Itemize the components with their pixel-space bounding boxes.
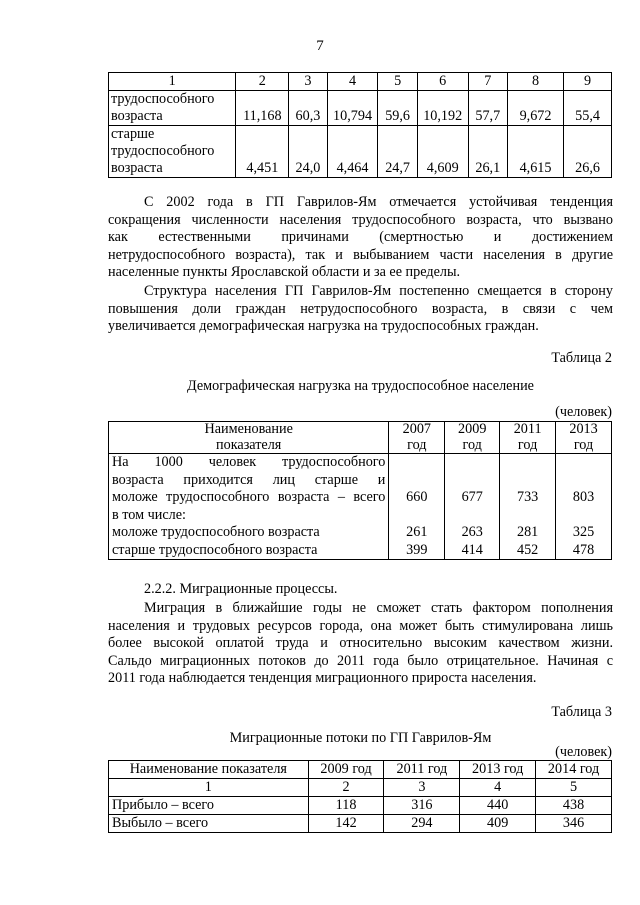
label-line: возраста [111,108,163,124]
table-2-year-column [389,454,445,560]
table-cell: 26,6 [564,126,612,178]
label-line: На 1000 человек трудоспособного [112,454,386,470]
year-suffix: год [407,436,427,453]
table-cell: 57,7 [468,91,507,126]
table-3-number-cell: 3 [384,779,460,797]
table-3-row-label: Выбыло – всего [109,815,309,833]
table-row [109,91,612,126]
table-1-header-cell: 1 [109,73,236,91]
table-cell: 4,609 [417,126,468,178]
table-2-header-year [556,422,612,454]
label-line: трудоспособного [111,91,215,107]
table-cell: 325 [572,524,595,540]
table-cell: 677 [461,489,483,505]
table-cell: 4,464 [327,126,378,178]
label-line: возраста приходится лиц старше и [112,471,386,488]
table-3-row-label: Прибыло – всего [109,797,309,815]
table-cell: 55,4 [564,91,612,126]
year-value: 2007 [402,421,431,437]
header-line: Наименование [204,421,293,437]
table-cell: 438 [536,797,612,815]
table-cell: 803 [572,489,595,505]
table-1-header-cell: 9 [564,73,612,91]
table-row [109,815,612,833]
label-line: возраста [111,160,163,176]
table-row [109,797,612,815]
text-line: увеличивается демографическая нагрузка на трудоспособных граждан. [108,318,539,334]
table-cell: 4,451 [236,126,289,178]
table-3-number-cell: 4 [460,779,536,797]
table-cell: 24,0 [289,126,327,178]
table-3-header-cell: 2011 год [384,761,460,779]
table-1-header-row [109,73,612,91]
label-line: в том числе: [112,506,186,523]
table-cell: 118 [308,797,384,815]
table-row [109,454,612,560]
text-line: сокращения численности населения трудоспособного возраста, что вызвано [108,211,613,228]
table-2-header-label [109,422,389,454]
table-1-header-cell: 5 [378,73,417,91]
table-cell: 281 [516,524,539,540]
table-3-numbering-row [109,779,612,797]
table-3-header-cell: 2014 год [536,761,612,779]
text-line: повышения доли граждан нетрудоспособного возраста, в связи с чем [108,300,613,317]
table-2-header-year [445,422,500,454]
table-cell: 24,7 [378,126,417,178]
text-line: Сальдо миграционных потоков до 2011 года было отрицательное. Начиная с [108,652,613,669]
table-3-migration-flows [108,760,612,833]
sub-row-label: моложе трудоспособного возраста [112,524,320,540]
table-cell: 11,168 [236,91,289,126]
year-suffix: год [573,436,594,453]
table-cell: 316 [384,797,460,815]
table-3-title: Миграционные потоки по ГП Гаврилов-Ям [229,730,492,746]
table-cell: 409 [460,815,536,833]
table-2-unit: (человек) [555,404,612,420]
year-value: 2009 [458,421,487,437]
table-3-header-cell: Наименование показателя [109,761,309,779]
text-line: населения и трудовых ресурсов города, она может быть стимулирована лишь [108,617,613,634]
paragraph-population-structure [108,283,613,336]
table-cell: 452 [516,541,539,558]
table-2-year-column [556,454,612,560]
table-1-header-cell: 6 [417,73,468,91]
paragraph-population-decline [108,194,613,282]
table-2-demographic-load [108,421,612,560]
table-cell: 60,3 [289,91,327,126]
year-suffix: год [462,436,482,453]
table-2-title: Демографическая нагрузка на трудоспособное население [187,378,534,394]
text-line: Миграция в ближайшие годы не сможет стать фактором пополнения [144,600,613,616]
page-number: 7 [316,38,324,54]
year-suffix: год [517,436,538,453]
table-3-number: Таблица 3 [551,704,612,720]
label-line: трудоспособного [111,143,215,159]
table-1-header-cell: 8 [507,73,563,91]
table-2-body-labels [109,454,389,560]
table-3-header-row [109,761,612,779]
table-cell: 4,615 [507,126,563,178]
table-cell: 261 [406,524,428,540]
table-1-header-cell: 4 [327,73,378,91]
table-2-year-column [445,454,500,560]
table-3-header-cell: 2009 год [308,761,384,779]
section-heading [108,581,613,599]
table-1-header-cell: 3 [289,73,327,91]
table-3-unit: (человек) [555,744,612,760]
table-cell: 9,672 [507,91,563,126]
header-line: показателя [216,436,282,453]
year-value: 2011 [513,421,542,437]
table-cell: 26,1 [468,126,507,178]
table-1-row-label [109,126,236,178]
table-3-number-cell: 5 [536,779,612,797]
table-cell: 294 [384,815,460,833]
text-line: С 2002 года в ГП Гаврилов-Ям отмечается устойчивая тенденция [144,194,613,210]
table-3-header-cell: 2013 год [460,761,536,779]
table-cell: 414 [461,541,483,558]
text-line: как естественными причинами (смертностью и достижением [108,229,613,245]
table-3-number-cell: 2 [308,779,384,797]
table-cell: 59,6 [378,91,417,126]
table-1-header-cell: 2 [236,73,289,91]
table-cell: 660 [406,489,428,505]
table-cell: 263 [461,524,483,540]
table-1-header-cell: 7 [468,73,507,91]
text-line: Структура населения ГП Гаврилов-Ям постепенно смещается в сторону [144,283,613,299]
table-cell: 142 [308,815,384,833]
table-cell: 478 [572,541,595,558]
table-cell: 10,192 [417,91,468,126]
table-1-continuation [108,72,612,178]
table-cell: 346 [536,815,612,833]
table-2-header-row [109,422,612,454]
table-3-number-cell: 1 [109,779,309,797]
label-line: моложе трудоспособного возраста – всего [112,489,386,505]
text-line: населенные пункты Ярославской области и за ее пределы. [108,264,461,280]
text-line: нетрудоспособного возраста), так и выбыванием части населения в другие [108,246,613,263]
table-2-number: Таблица 2 [551,350,612,366]
year-value: 2013 [569,421,598,437]
table-2-header-year [500,422,556,454]
label-line: старше [111,126,155,142]
table-cell: 440 [460,797,536,815]
table-cell: 399 [406,541,428,558]
section-heading-text: 2.2.2. Миграционные процессы. [144,581,338,597]
table-cell: 733 [516,489,539,505]
table-cell: 10,794 [327,91,378,126]
text-line: более высокой оплатой труда и относительно высоким качеством жизни. [108,635,613,651]
paragraph-migration [108,600,613,688]
table-1-row-label [109,91,236,126]
table-2-year-column [500,454,556,560]
text-line: 2011 года наблюдается тенденция миграционного прироста населения. [108,670,537,686]
sub-row-label: старше трудоспособного возраста [112,541,318,558]
table-2-header-year [389,422,445,454]
table-row [109,126,612,178]
